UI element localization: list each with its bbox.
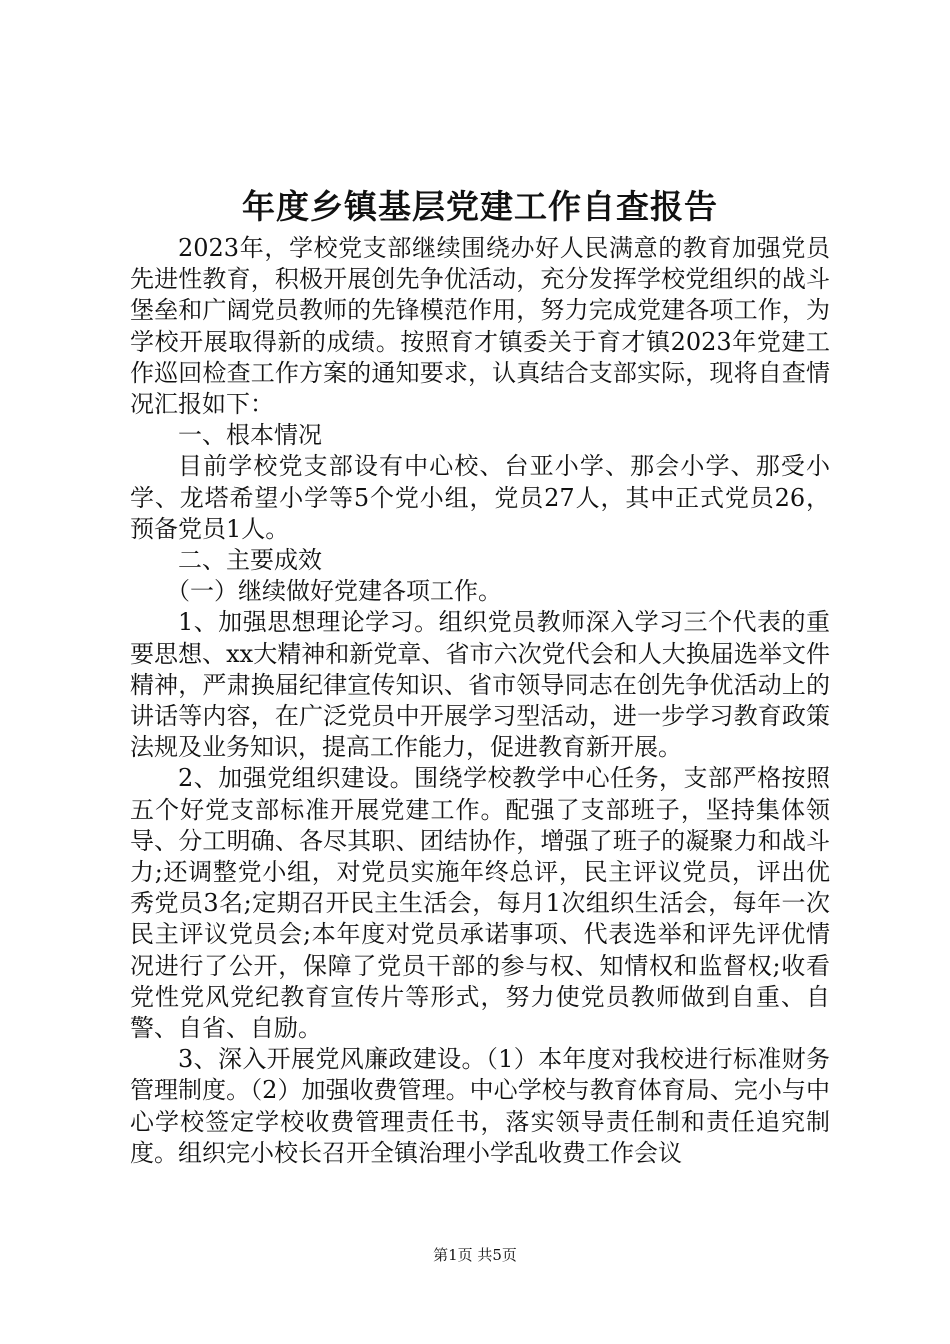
paragraph-item-3: 3、深入开展党风廉政建设。（1）本年度对我校进行标准财务管理制度。（2）加强收费管理。中心学校与教育体育局、完小与中心学校签定学校收费管理责任书，落实领导责任制和责任追究制度。组织完小校长召开全镇治理小学乱收费工作会议 bbox=[130, 1045, 830, 1167]
paragraph-item-1: 1、加强思想理论学习。组织党员教师深入学习三个代表的重要思想、xx大精神和新党章、省市六次党代会和人大换届选举文件精神，严肃换届纪律宣传知识、省市领导同志在创先争优活动上的讲话等内容，在广泛党员中开展学习型活动，进一步学习教育政策法规及业务知识，提高工作能力，促进教育新开展。 bbox=[130, 608, 830, 762]
page-footer: 第1页 共5页 bbox=[433, 1246, 517, 1264]
subsection-heading-1: （一）继续做好党建各项工作。 bbox=[166, 577, 502, 606]
document-title: 年度乡镇基层党建工作自查报告 bbox=[242, 187, 718, 226]
section-heading-basic: 一、根本情况 bbox=[178, 421, 322, 450]
paragraph-item-2: 2、加强党组织建设。围绕学校教学中心任务，支部严格按照五个好党支部标准开展党建工作。配强了支部班子，坚持集体领导、分工明确、各尽其职、团结协作，增强了班子的凝聚力和战斗力;还调整党小组，对党员实施年终总评，民主评议党员，评出优秀党员3名;定期召开民主生活会，每月1次组织生活会，每年一次民主评议党员会;本年度对党员承诺事项、代表选举和评先评优情况进行了公开，保障了党员干部的参与权、知情权和监督权;收看党性党风党纪教育宣传片等形式，努力使党员教师做到自重、自警、自省、自励。 bbox=[130, 764, 830, 1043]
paragraph-intro: 2023年，学校党支部继续围绕办好人民满意的教育加强党员先进性教育，积极开展创先争优活动，充分发挥学校党组织的战斗堡垒和广阔党员教师的先锋模范作用，努力完成党建各项工作，为学校开展取得新的成绩。按照育才镇委关于育才镇2023年党建工作巡回检查工作方案的通知要求，认真结合支部实际，现将自查情况汇报如下： bbox=[130, 234, 830, 419]
document-body bbox=[130, 233, 830, 1169]
document-page bbox=[130, 185, 830, 1169]
section-heading-results: 二、主要成效 bbox=[178, 546, 322, 575]
paragraph-basic-situation: 目前学校党支部设有中心校、台亚小学、那会小学、那受小学、龙塔希望小学等5个党小组，党员27人，其中正式党员26，预备党员1人。 bbox=[130, 452, 830, 543]
